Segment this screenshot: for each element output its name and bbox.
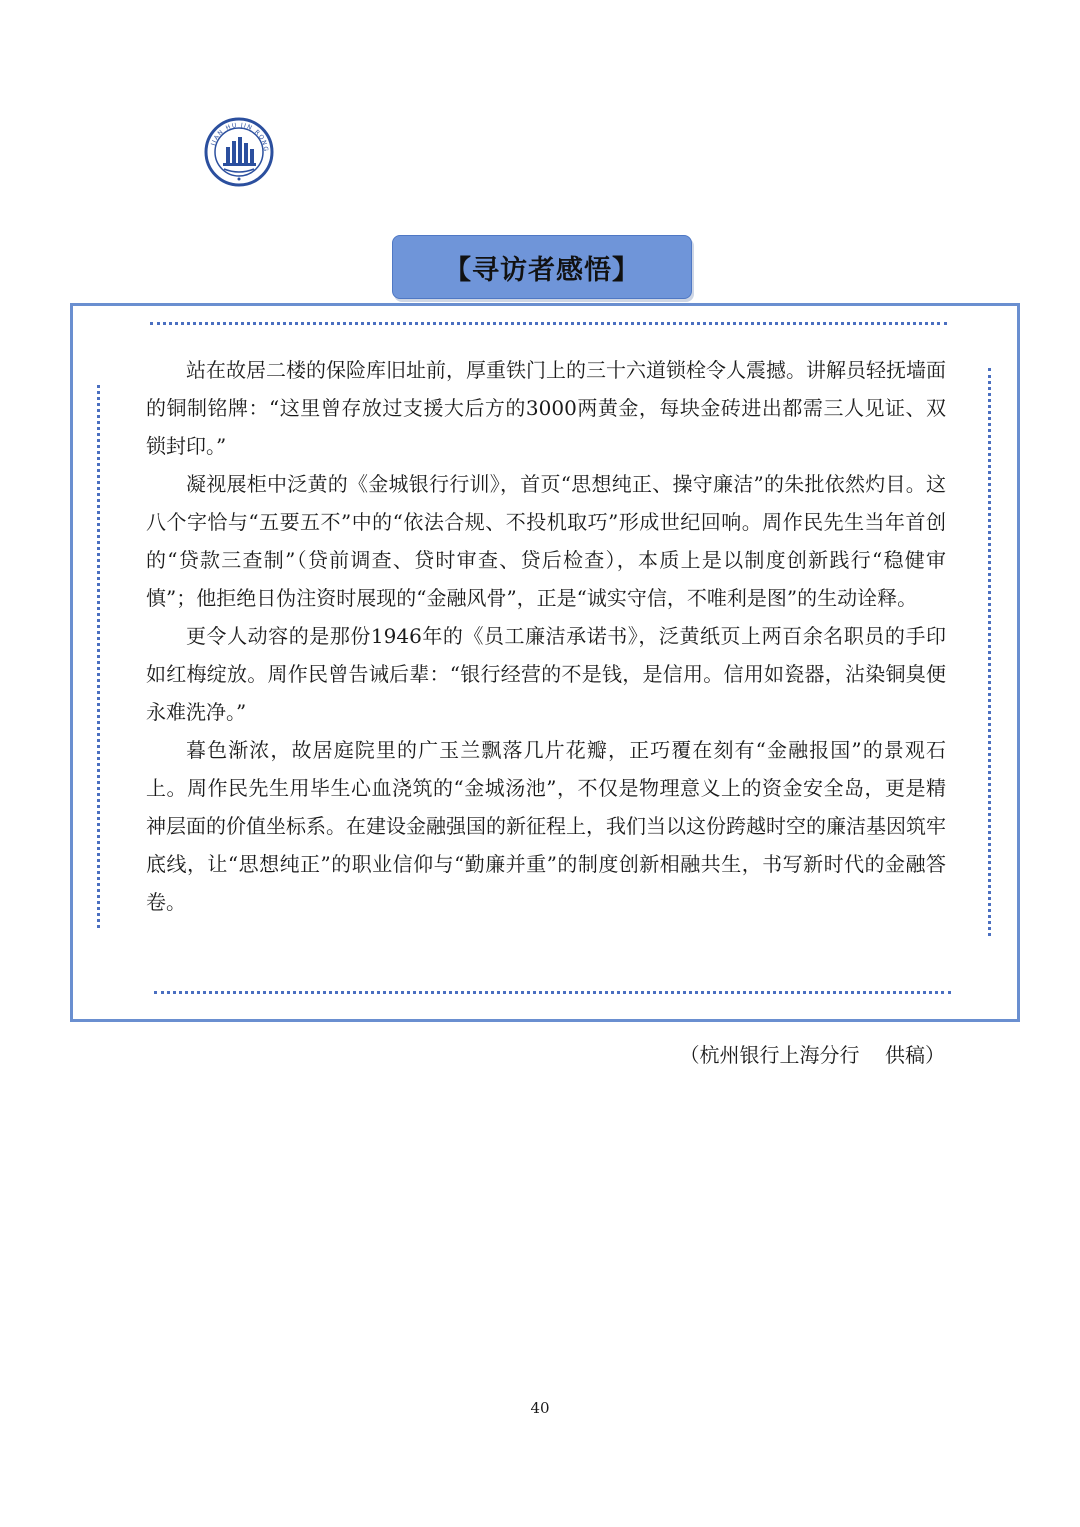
bottom-dotted-divider xyxy=(154,991,951,994)
paragraph: 凝视展柜中泛黄的《金城银行行训》，首页“思想纯正、操守廉洁”的朱批依然灼目。这八个字恰与“五要五不”中的“依法合规、不投机取巧”形成世纪回响。周作民先生当年首创的“贷款三查制”（贷前调查、贷时审查、贷后检查），本质上是以制度创新践行“稳健审慎”；他拒绝日伪注资时展现的“金融风骨”，正是“诚实守信，不唯利是图”的生动诠释。 xyxy=(146,472,946,610)
right-dotted-divider xyxy=(988,368,991,936)
logo-ring-text: JIAN HU JIN RONG xyxy=(209,121,270,153)
logo xyxy=(204,117,274,187)
section-heading-box xyxy=(392,235,692,299)
left-dotted-divider xyxy=(97,385,100,928)
bank-emblem-icon xyxy=(204,117,274,187)
paragraph: 暮色渐浓，故居庭院里的广玉兰飘落几片花瓣，正巧覆在刻有“金融报国”的景观石上。周作民先生用毕生心血浇筑的“金城汤池”，不仅是物理意义上的资金安全岛，更是精神层面的价值坐标系。在建设金融强国的新征程上，我们当以这份跨越时空的廉洁基因筑牢底线，让“思想纯正”的职业信仰与“勤廉并重”的制度创新相融共生，书写新时代的金融答卷。 xyxy=(146,738,946,914)
section-heading: 【寻访者感悟】 xyxy=(444,254,640,286)
credit-line: （杭州银行上海分行 供稿） xyxy=(679,1043,945,1067)
article-body xyxy=(146,351,946,921)
top-dotted-divider xyxy=(150,322,947,325)
paragraph: 站在故居二楼的保险库旧址前，厚重铁门上的三十六道锁栓令人震撼。讲解员轻抚墙面的铜制铭牌：“这里曾存放过支援大后方的3000两黄金，每块金砖进出都需三人见证、双锁封印。” xyxy=(146,358,946,458)
paragraph: 更令人动容的是那份1946年的《员工廉洁承诺书》，泛黄纸页上两百余名职员的手印如红梅绽放。周作民曾告诫后辈：“银行经营的不是钱，是信用。信用如瓷器，沾染铜臭便永难洗净。” xyxy=(146,624,946,724)
page-number: 40 xyxy=(530,1399,550,1417)
